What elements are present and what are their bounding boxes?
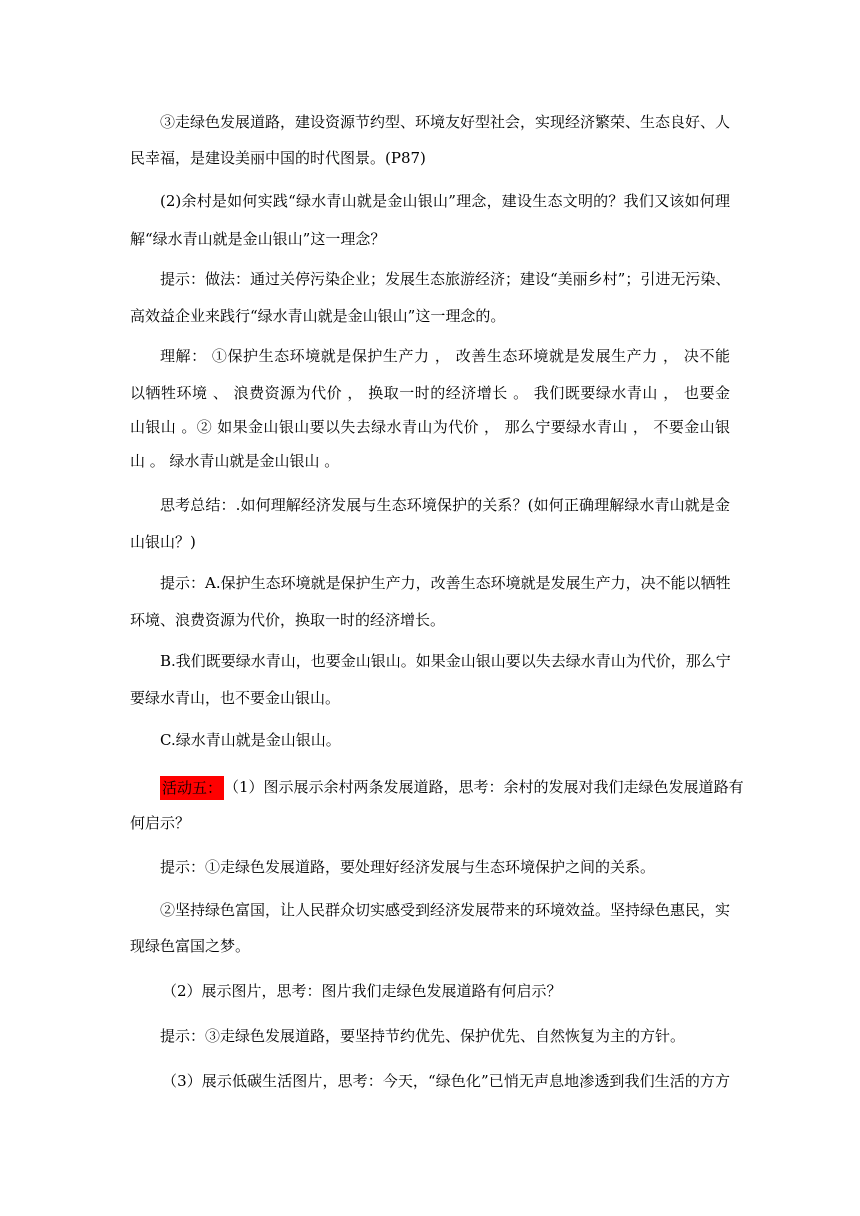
paragraph-line: ③走绿色发展道路，建设资源节约型、环境友好型社会，实现经济繁荣、生态良好、人 xyxy=(160,113,731,131)
paragraph-line: (2)余村是如何实践“绿水青山就是金山银山”理念，建设生态文明的？我们又该如何理 xyxy=(160,192,730,210)
paragraph-line: 山银山？) xyxy=(130,533,196,551)
paragraph-line: 解“绿水青山就是金山银山”这一理念？ xyxy=(130,230,386,248)
activity-line xyxy=(160,776,744,800)
paragraph-line: C.绿水青山就是金山银山。 xyxy=(160,731,341,749)
paragraph-line: 民幸福，是建设美丽中国的时代图景。(P87) xyxy=(130,149,426,167)
paragraph-line: 现绿色富国之梦。 xyxy=(130,937,251,955)
paragraph-line: 理解： ①保护生态环境就是保护生产力 ， 改善生态环境就是发展生产力 ， 决不能 xyxy=(160,347,730,365)
paragraph-line: 何启示？ xyxy=(130,814,191,832)
paragraph-line: （2）展示图片，思考：图片我们走绿色发展道路有何启示？ xyxy=(162,982,562,1000)
paragraph-line: ②坚持绿色富国，让人民群众切实感受到经济发展带来的环境效益。坚持绿色惠民，实 xyxy=(160,901,731,919)
paragraph-line: 提示：③走绿色发展道路，要坚持节约优先、保护优先、自然恢复为主的方针。 xyxy=(160,1027,686,1045)
paragraph-line: 山 。 绿水青山就是金山银山 。 xyxy=(130,452,340,470)
paragraph-line: 要绿水青山，也不要金山银山。 xyxy=(130,689,341,707)
paragraph-line: 环境、浪费资源为代价，换取一时的经济增长。 xyxy=(130,611,446,629)
paragraph-line: 思考总结：.如何理解经济发展与生态环境保护的关系？(如何正确理解绿水青山就是金 xyxy=(160,496,730,514)
paragraph-line: 提示：①走绿色发展道路，要处理好经济发展与生态环境保护之间的关系。 xyxy=(160,858,656,876)
paragraph-line: 提示：做法：通过关停污染企业；发展生态旅游经济；建设“美丽乡村”；引进无污染、 xyxy=(160,270,731,288)
activity-label-highlight: 活动五： xyxy=(160,776,224,800)
paragraph-line: 以牺牲环境 、 浪费资源为代价 ， 换取一时的经济增长 。 我们既要绿水青山 ， 也要金 xyxy=(130,384,730,402)
paragraph-line: 山银山 。② 如果金山银山要以失去绿水青山为代价 ， 那么宁要绿水青山 ， 不要金山银 xyxy=(130,418,730,436)
paragraph-line: 提示：A.保护生态环境就是保护生产力，改善生态环境就是发展生产力，决不能以牺牲 xyxy=(160,574,731,592)
paragraph-line: B.我们既要绿水青山，也要金山银山。如果金山银山要以失去绿水青山为代价，那么宁 xyxy=(160,652,731,670)
paragraph-line: 高效益企业来践行“绿水青山就是金山银山”这一理念的。 xyxy=(130,307,506,325)
paragraph-line: （3）展示低碳生活图片，思考：今天，“绿色化”已悄无声息地渗透到我们生活的方方 xyxy=(162,1072,730,1090)
paragraph-line: （1）图示展示余村两条发展道路，思考：余村的发展对我们走绿色发展道路有 xyxy=(224,778,744,796)
